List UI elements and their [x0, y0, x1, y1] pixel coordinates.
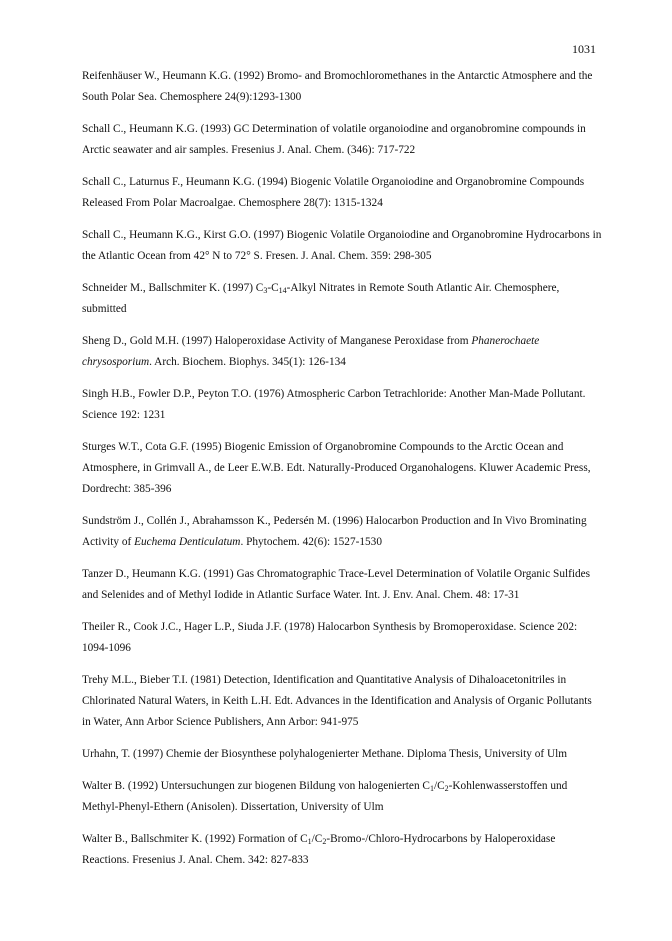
italic-text: Phanerochaete chrysosporium: [82, 335, 540, 368]
reference-entry: [82, 225, 602, 267]
page-number: 1031: [572, 42, 596, 56]
reference-text: Trehy M.L., Bieber T.I. (1981) Detection, Identification and Quantitative Analysis of Dihaloacetonitriles in Chlorinated Natural Waters, in Keith L.H. Edt. Advances in the Identification and Analysis of Organic Pollutants in Water, Ann Arbor Science Publishers, Ann Arbor: 941-975: [82, 674, 592, 728]
subscript-text: 1: [307, 837, 312, 846]
reference-entry: [82, 776, 602, 818]
reference-text: Schall C., Laturnus F., Heumann K.G. (1994) Biogenic Volatile Organoiodine and Organobromine Compounds Released From Polar Macroalgae. Chemosphere 28(7): 1315-1324: [82, 176, 585, 209]
reference-text: -Alkyl Nitrates in Remote South Atlantic Air. Chemosphere, submitted: [82, 282, 560, 315]
reference-text: . Phytochem. 42(6): 1527-1530: [240, 536, 382, 548]
reference-text: Walter B. (1992) Untersuchungen zur biogenen Bildung von halogenierten C: [82, 780, 430, 792]
subscript-text: 2: [444, 784, 449, 793]
reference-text: Sundström J., Collén J., Abrahamsson K., Pedersén M. (1996) Halocarbon Production and In Vivo Brominating Activity of: [82, 515, 587, 548]
reference-text: Schall C., Heumann K.G., Kirst G.O. (1997) Biogenic Volatile Organoiodine and Organobromine Hydrocarbons in the Atlantic Ocean from 42° N to 72° S. Fresen. J. Anal. Chem. 359: 298-305: [82, 229, 602, 262]
reference-text: Walter B., Ballschmiter K. (1992) Formation of C: [82, 833, 308, 845]
reference-text: Theiler R., Cook J.C., Hager L.P., Siuda J.F. (1978) Halocarbon Synthesis by Bromoperoxidase. Science 202: 1094-1096: [82, 621, 578, 654]
reference-text: Urhahn, T. (1997) Chemie der Biosynthese polyhalogenierter Methane. Diploma Thesis, University of Ulm: [82, 748, 568, 760]
reference-text: Tanzer D., Heumann K.G. (1991) Gas Chromatographic Trace-Level Determination of Volatile Organic Sulfides and Selenides and of Methyl Iodide in Atlantic Surface Water. Int. J. Env. Anal. Chem. 48: 17-31: [82, 568, 591, 601]
reference-text: -Kohlenwasserstoffen und Methyl-Phenyl-Ethern (Anisolen). Dissertation, University of Ulm: [82, 780, 568, 813]
reference-entry: [82, 384, 602, 426]
reference-entry: [82, 278, 602, 320]
reference-entry: [82, 564, 602, 606]
reference-text: -C: [267, 282, 279, 294]
reference-entry: [82, 829, 602, 871]
reference-text: Singh H.B., Fowler D.P., Peyton T.O. (1976) Atmospheric Carbon Tetrachloride: Another Man-Made Pollutant. Science 192: 1231: [82, 388, 586, 421]
subscript-text: 3: [263, 286, 268, 295]
reference-text: Sheng D., Gold M.H. (1997) Haloperoxidase Activity of Manganese Peroxidase from: [82, 335, 472, 347]
reference-entry: [82, 437, 602, 500]
reference-list: [82, 66, 602, 882]
subscript-text: 1: [429, 784, 434, 793]
reference-text: . Arch. Biochem. Biophys. 345(1): 126-134: [149, 356, 346, 368]
reference-entry: [82, 511, 602, 553]
reference-text: /C: [311, 833, 323, 845]
subscript-text: 14: [278, 286, 287, 295]
reference-entry: [82, 744, 602, 765]
reference-entry: [82, 331, 602, 373]
reference-entry: [82, 670, 602, 733]
reference-entry: [82, 617, 602, 659]
reference-text: -Bromo-/Chloro-Hydrocarbons by Haloperoxidase Reactions. Fresenius J. Anal. Chem. 342: 827-833: [82, 833, 556, 866]
reference-text: /C: [433, 780, 445, 792]
reference-text: Schall C., Heumann K.G. (1993) GC Determination of volatile organoiodine and organobromine compounds in Arctic seawater and air samples. Fresenius J. Anal. Chem. (346): 717-722: [82, 123, 586, 156]
reference-entry: [82, 119, 602, 161]
subscript-text: 2: [322, 837, 327, 846]
italic-text: Euchema Denticulatum: [134, 536, 241, 548]
reference-text: Reifenhäuser W., Heumann K.G. (1992) Bromo- and Bromochloromethanes in the Antarctic Atmosphere and the South Polar Sea. Chemosphere 24(9):1293-1300: [82, 70, 593, 103]
reference-text: Schneider M., Ballschmiter K. (1997) C: [82, 282, 264, 294]
reference-text: Sturges W.T., Cota G.F. (1995) Biogenic Emission of Organobromine Compounds to the Arctic Ocean and Atmosphere, in Grimvall A., de Leer E.W.B. Edt. Naturally-Produced Organohalogens. Kluwer Academic Press, Dordrecht: 385-396: [82, 441, 591, 495]
reference-entry: [82, 66, 602, 108]
reference-entry: [82, 172, 602, 214]
